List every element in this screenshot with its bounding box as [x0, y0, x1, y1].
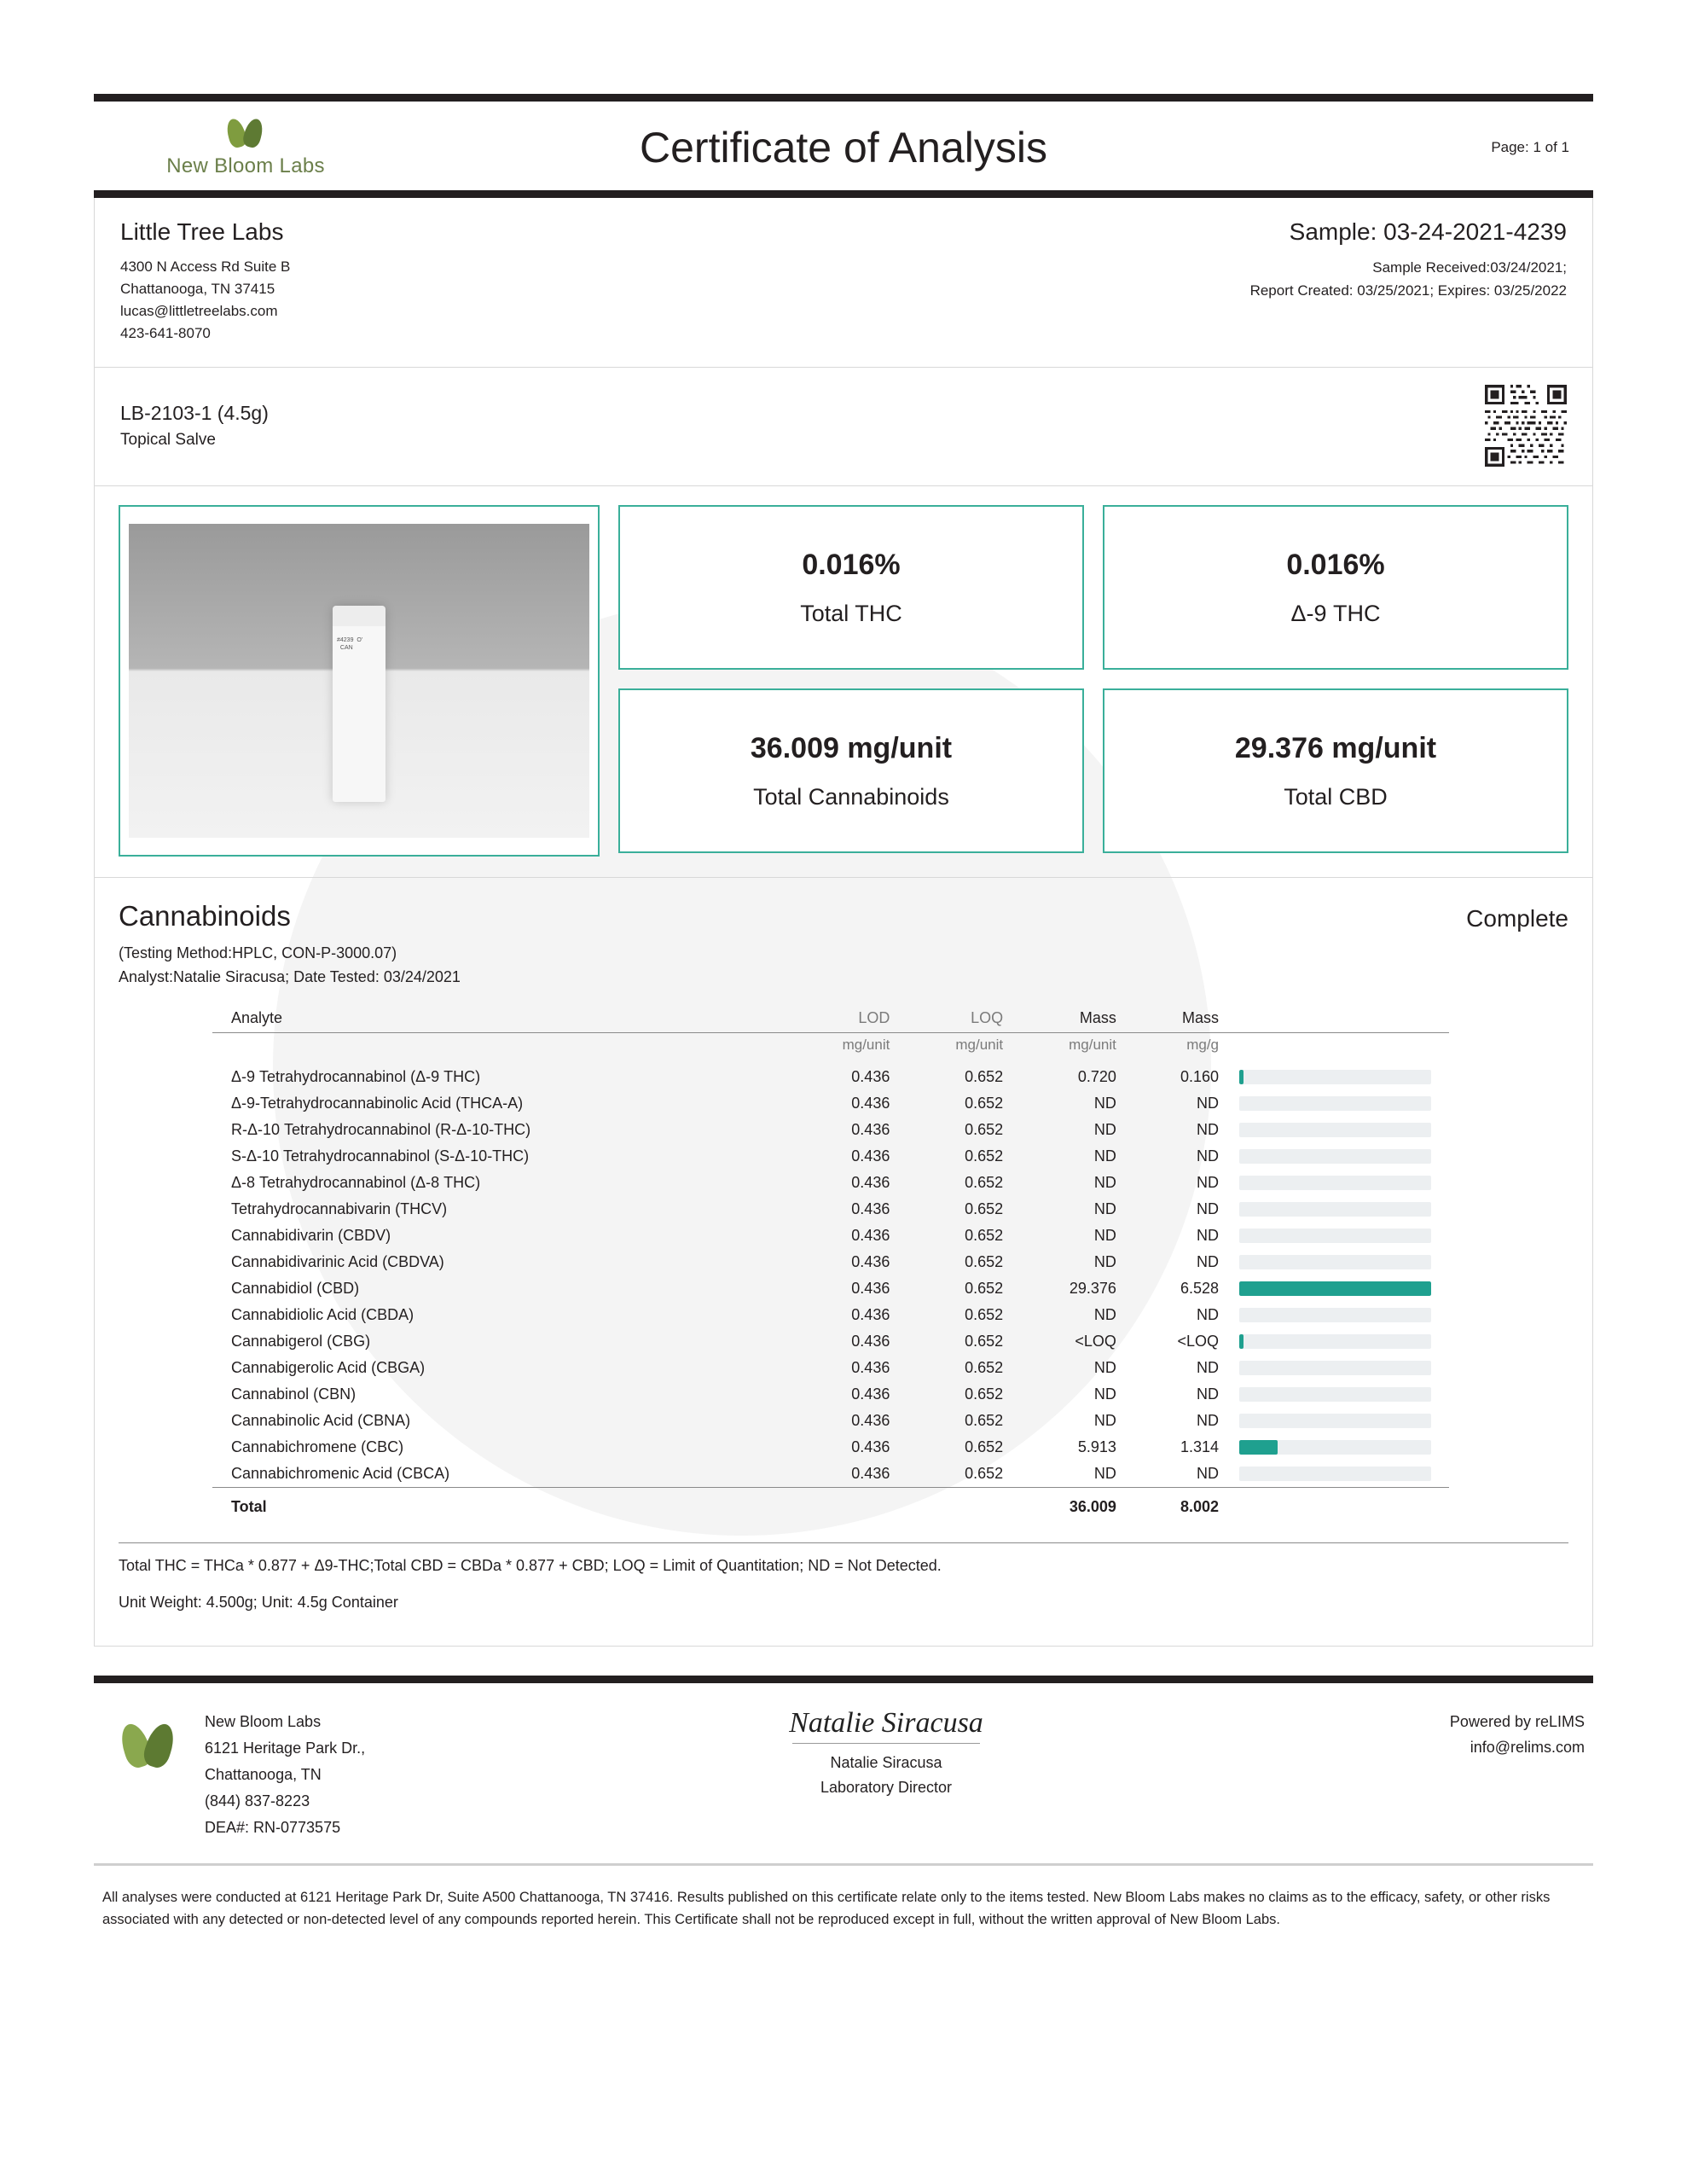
cell-analyte: Tetrahydrocannabivarin (THCV) — [231, 1200, 448, 1217]
table-row — [212, 1090, 1449, 1117]
cell-mass-unit: ND — [1093, 1200, 1116, 1217]
qr-code-icon — [1485, 385, 1567, 467]
analyst-info: Analyst:Natalie Siracusa; Date Tested: 03/24/2021 — [119, 968, 461, 985]
client-sample-panel — [94, 198, 1593, 368]
stat-value: 29.376 mg/unit — [1234, 731, 1437, 764]
stat-label: Total THC — [800, 600, 902, 626]
footer-lab-addr2: Chattanooga, TN — [205, 1766, 322, 1783]
page-number: Page: 1 of 1 — [1491, 139, 1569, 155]
cell-mass-unit: ND — [1093, 1095, 1116, 1112]
bar-fill — [1239, 1281, 1431, 1296]
cell-loq: 0.652 — [965, 1465, 1004, 1482]
footer-lab-phone: (844) 837-8223 — [205, 1792, 310, 1809]
col-lod: LOD — [786, 1004, 899, 1033]
cell-mass-unit: 29.376 — [1069, 1280, 1116, 1297]
bar-track — [1239, 1467, 1431, 1481]
cell-lod: 0.436 — [851, 1095, 890, 1112]
bar-track — [1239, 1149, 1431, 1164]
cell-bar — [1227, 1381, 1449, 1408]
table-total-row — [212, 1488, 1449, 1521]
cell-mass-g: ND — [1197, 1227, 1219, 1244]
cell-mass-g: ND — [1197, 1147, 1219, 1165]
cell-bar — [1227, 1408, 1449, 1434]
bar-track — [1239, 1361, 1431, 1375]
cell-loq: 0.652 — [965, 1385, 1004, 1403]
cell-loq: 0.652 — [965, 1121, 1004, 1138]
cell-mass-unit: ND — [1093, 1121, 1116, 1138]
sample-block — [1250, 218, 1567, 345]
cell-bar — [1227, 1117, 1449, 1143]
stat-label: Total CBD — [1284, 783, 1388, 810]
bottle-label: #4239 O' CAN — [337, 637, 363, 651]
cell-mass-g: ND — [1197, 1200, 1219, 1217]
status-badge: Complete — [1466, 905, 1568, 932]
cannabinoids-panel — [94, 878, 1593, 1647]
bar-fill — [1239, 1334, 1244, 1349]
bar-track — [1239, 1255, 1431, 1269]
cell-lod: 0.436 — [851, 1121, 890, 1138]
cell-analyte: Cannabichromene (CBC) — [231, 1438, 404, 1455]
cell-lod: 0.436 — [851, 1227, 890, 1244]
page-title: Certificate of Analysis — [640, 124, 1047, 171]
cell-mass-g: ND — [1197, 1359, 1219, 1376]
cell-loq: 0.652 — [965, 1147, 1004, 1165]
cell-mass-g: ND — [1197, 1174, 1219, 1191]
table-row — [212, 1355, 1449, 1381]
cell-mass-g: <LOQ — [1177, 1333, 1219, 1350]
cell-analyte: Cannabigerol (CBG) — [231, 1333, 371, 1350]
cell-loq: 0.652 — [965, 1174, 1004, 1191]
cell-bar — [1227, 1196, 1449, 1223]
product-panel — [94, 368, 1593, 486]
cell-loq: 0.652 — [965, 1280, 1004, 1297]
cell-bar — [1227, 1355, 1449, 1381]
stat-label: Total Cannabinoids — [753, 783, 949, 810]
client-address-2: Chattanooga, TN 37415 — [120, 281, 275, 297]
table-row — [212, 1461, 1449, 1488]
col-bar — [1227, 1004, 1449, 1033]
sample-id: Sample: 03-24-2021-4239 — [1289, 218, 1567, 245]
table-row — [212, 1117, 1449, 1143]
cell-mass-g: 1.314 — [1180, 1438, 1219, 1455]
unit-mass-g: mg/g — [1186, 1037, 1219, 1053]
bar-track — [1239, 1202, 1431, 1217]
cell-bar — [1227, 1328, 1449, 1355]
cell-analyte: Cannabidiol (CBD) — [231, 1280, 360, 1297]
powered-by: Powered by reLIMS — [1449, 1713, 1585, 1730]
table-header-row — [212, 1004, 1449, 1033]
col-mass-unit: Mass — [1012, 1004, 1125, 1033]
client-block — [120, 218, 290, 345]
contact-email[interactable]: info@relims.com — [1470, 1739, 1585, 1756]
cell-analyte: Cannabidivarinic Acid (CBDVA) — [231, 1253, 444, 1270]
header-rule — [94, 190, 1593, 198]
cell-mass-unit: ND — [1093, 1227, 1116, 1244]
unit-mass-unit: mg/unit — [1069, 1037, 1116, 1053]
signature-name: Natalie Siracusa — [830, 1754, 942, 1771]
footer-lab-addr1: 6121 Heritage Park Dr., — [205, 1740, 366, 1757]
client-name: Little Tree Labs — [120, 218, 284, 245]
cell-lod: 0.436 — [851, 1333, 890, 1350]
cell-mass-g: ND — [1197, 1121, 1219, 1138]
total-mass-g: 8.002 — [1125, 1488, 1227, 1521]
document-footer — [94, 1683, 1593, 1863]
cell-mass-g: ND — [1197, 1385, 1219, 1403]
bar-track — [1239, 1096, 1431, 1111]
cell-lod: 0.436 — [851, 1306, 890, 1323]
cell-lod: 0.436 — [851, 1068, 890, 1085]
cell-loq: 0.652 — [965, 1068, 1004, 1085]
col-loq: LOQ — [898, 1004, 1012, 1033]
table-row — [212, 1170, 1449, 1196]
stat-value: 36.009 mg/unit — [750, 731, 953, 764]
cell-lod: 0.436 — [851, 1280, 890, 1297]
cell-mass-unit: 5.913 — [1077, 1438, 1116, 1455]
cell-analyte: Δ-9 Tetrahydrocannabinol (Δ-9 THC) — [231, 1068, 481, 1085]
sample-photo-image — [129, 524, 589, 838]
table-row — [212, 1408, 1449, 1434]
cell-mass-unit: ND — [1093, 1306, 1116, 1323]
cell-analyte: Cannabinol (CBN) — [231, 1385, 357, 1403]
testing-method: (Testing Method:HPLC, CON-P-3000.07) — [119, 944, 397, 961]
stat-total-thc — [618, 505, 1084, 670]
cell-bar — [1227, 1223, 1449, 1249]
footer-lab-address — [205, 1709, 365, 1841]
table-row — [212, 1434, 1449, 1461]
footer-leaf-icon — [123, 1719, 183, 1772]
client-email: lucas@littletreelabs.com — [120, 303, 278, 319]
cell-loq: 0.652 — [965, 1095, 1004, 1112]
table-row — [212, 1275, 1449, 1302]
table-row — [212, 1143, 1449, 1170]
cannabinoids-table — [212, 1004, 1449, 1520]
cell-bar — [1227, 1249, 1449, 1275]
cell-mass-g: 6.528 — [1180, 1280, 1219, 1297]
summary-panel — [94, 486, 1593, 878]
cell-analyte: R-Δ-10 Tetrahydrocannabinol (R-Δ-10-THC) — [231, 1121, 531, 1138]
lab-logo — [118, 117, 374, 178]
cell-mass-unit: ND — [1093, 1465, 1116, 1482]
col-analyte: Analyte — [212, 1004, 786, 1033]
cell-mass-unit: ND — [1093, 1385, 1116, 1403]
product-bottle — [333, 606, 386, 802]
cell-mass-unit: ND — [1093, 1253, 1116, 1270]
cell-analyte: Cannabichromenic Acid (CBCA) — [231, 1465, 450, 1482]
document-header — [94, 102, 1593, 190]
footer-lab-name: New Bloom Labs — [205, 1713, 322, 1730]
cell-mass-g: ND — [1197, 1253, 1219, 1270]
unit-weight-note: Unit Weight: 4.500g; Unit: 4.5g Container — [119, 1594, 398, 1611]
cell-bar — [1227, 1461, 1449, 1488]
stat-label: Δ-9 THC — [1290, 600, 1381, 626]
cell-loq: 0.652 — [965, 1438, 1004, 1455]
table-row — [212, 1381, 1449, 1408]
table-row — [212, 1302, 1449, 1328]
table-row — [212, 1064, 1449, 1090]
bar-track — [1239, 1414, 1431, 1428]
footer-rule — [94, 1676, 1593, 1683]
cell-bar — [1227, 1275, 1449, 1302]
cell-bar — [1227, 1170, 1449, 1196]
signature-line — [792, 1743, 980, 1744]
cell-bar — [1227, 1434, 1449, 1461]
table-row — [212, 1223, 1449, 1249]
bar-track — [1239, 1440, 1431, 1455]
footer-lab-dea: DEA#: RN-0773575 — [205, 1819, 341, 1836]
cell-analyte: Cannabidivarin (CBDV) — [231, 1227, 391, 1244]
stat-total-cbd — [1103, 688, 1568, 853]
table-row — [212, 1328, 1449, 1355]
signature-title: Laboratory Director — [820, 1779, 953, 1796]
cell-loq: 0.652 — [965, 1412, 1004, 1429]
cell-analyte: Δ-9-Tetrahydrocannabinolic Acid (THCA-A) — [231, 1095, 524, 1112]
cell-bar — [1227, 1064, 1449, 1090]
cell-lod: 0.436 — [851, 1412, 890, 1429]
cell-loq: 0.652 — [965, 1227, 1004, 1244]
cell-bar — [1227, 1143, 1449, 1170]
cell-loq: 0.652 — [965, 1359, 1004, 1376]
table-row — [212, 1249, 1449, 1275]
cell-loq: 0.652 — [965, 1253, 1004, 1270]
cell-mass-unit: ND — [1093, 1359, 1116, 1376]
cell-mass-unit: <LOQ — [1075, 1333, 1116, 1350]
unit-loq: mg/unit — [955, 1037, 1004, 1053]
leaf-icon — [226, 117, 265, 151]
cell-lod: 0.436 — [851, 1147, 890, 1165]
stat-value: 0.016% — [802, 548, 901, 581]
cell-loq: 0.652 — [965, 1333, 1004, 1350]
cell-analyte: Cannabidiolic Acid (CBDA) — [231, 1306, 415, 1323]
cell-mass-g: ND — [1197, 1412, 1219, 1429]
cell-mass-g: 0.160 — [1180, 1068, 1219, 1085]
bar-track — [1239, 1123, 1431, 1137]
cell-mass-g: ND — [1197, 1465, 1219, 1482]
disclaimer-text: All analyses were conducted at 6121 Heritage Park Dr, Suite A500 Chattanooga, TN 37416. Results published on this certificate relate only to the items tested. New Bloom Labs makes no claims as to the efficacy, safety, or other risks associated with any detected or non-detected level of any compounds reported herein. This Certificate shall not be reproduced except in full, without the written approval of New Bloom Labs. — [102, 1890, 1551, 1927]
client-address-1: 4300 N Access Rd Suite B — [120, 258, 291, 275]
table-units-row — [212, 1033, 1449, 1065]
sample-report-dates: Report Created: 03/25/2021; Expires: 03/25/2022 — [1249, 282, 1567, 299]
bar-track — [1239, 1228, 1431, 1243]
product-code: LB-2103-1 (4.5g) — [120, 402, 269, 424]
total-label: Total — [212, 1488, 786, 1521]
cell-mass-g: ND — [1197, 1095, 1219, 1112]
cell-loq: 0.652 — [965, 1306, 1004, 1323]
cell-bar — [1227, 1302, 1449, 1328]
top-rule — [94, 94, 1593, 102]
cell-lod: 0.436 — [851, 1174, 890, 1191]
cell-loq: 0.652 — [965, 1200, 1004, 1217]
bar-track — [1239, 1281, 1431, 1296]
bar-track — [1239, 1387, 1431, 1402]
cell-analyte: Δ-8 Tetrahydrocannabinol (Δ-8 THC) — [231, 1174, 481, 1191]
cell-lod: 0.436 — [851, 1385, 890, 1403]
stat-total-cannabinoids — [618, 688, 1084, 853]
qr-code[interactable] — [1485, 385, 1567, 467]
cell-analyte: S-Δ-10 Tetrahydrocannabinol (S-Δ-10-THC) — [231, 1147, 530, 1165]
cell-lod: 0.436 — [851, 1253, 890, 1270]
bar-track — [1239, 1176, 1431, 1190]
cell-mass-unit: ND — [1093, 1147, 1116, 1165]
cell-lod: 0.436 — [851, 1200, 890, 1217]
bar-track — [1239, 1308, 1431, 1322]
bar-track — [1239, 1334, 1431, 1349]
sample-photo — [119, 505, 600, 857]
stat-value: 0.016% — [1286, 548, 1385, 581]
client-phone: 423-641-8070 — [120, 325, 211, 341]
cell-analyte: Cannabigerolic Acid (CBGA) — [231, 1359, 426, 1376]
cell-lod: 0.436 — [851, 1438, 890, 1455]
cell-lod: 0.436 — [851, 1465, 890, 1482]
lab-logo-text: New Bloom Labs — [166, 154, 325, 177]
cell-mass-unit: ND — [1093, 1174, 1116, 1191]
bar-fill — [1239, 1440, 1278, 1455]
cell-analyte: Cannabinolic Acid (CBNA) — [231, 1412, 411, 1429]
cell-mass-unit: 0.720 — [1077, 1068, 1116, 1085]
section-title: Cannabinoids — [119, 900, 291, 932]
cell-mass-unit: ND — [1093, 1412, 1116, 1429]
signature-image: Natalie Siracusa — [789, 1707, 983, 1739]
table-row — [212, 1196, 1449, 1223]
product-type: Topical Salve — [120, 431, 216, 449]
bar-fill — [1239, 1070, 1244, 1084]
calculation-note: Total THC = THCa * 0.877 + Δ9-THC;Total CBD = CBDa * 0.877 + CBD; LOQ = Limit of Quantitation; ND = Not Detected. — [119, 1542, 1568, 1575]
col-mass-g: Mass — [1125, 1004, 1227, 1033]
total-mass-unit: 36.009 — [1012, 1488, 1125, 1521]
cell-mass-g: ND — [1197, 1306, 1219, 1323]
summary-stats — [618, 505, 1568, 857]
cell-lod: 0.436 — [851, 1359, 890, 1376]
cell-bar — [1227, 1090, 1449, 1117]
unit-lod: mg/unit — [842, 1037, 890, 1053]
sample-received: Sample Received:03/24/2021; — [1372, 259, 1567, 276]
bar-track — [1239, 1070, 1431, 1084]
stat-delta9-thc — [1103, 505, 1568, 670]
